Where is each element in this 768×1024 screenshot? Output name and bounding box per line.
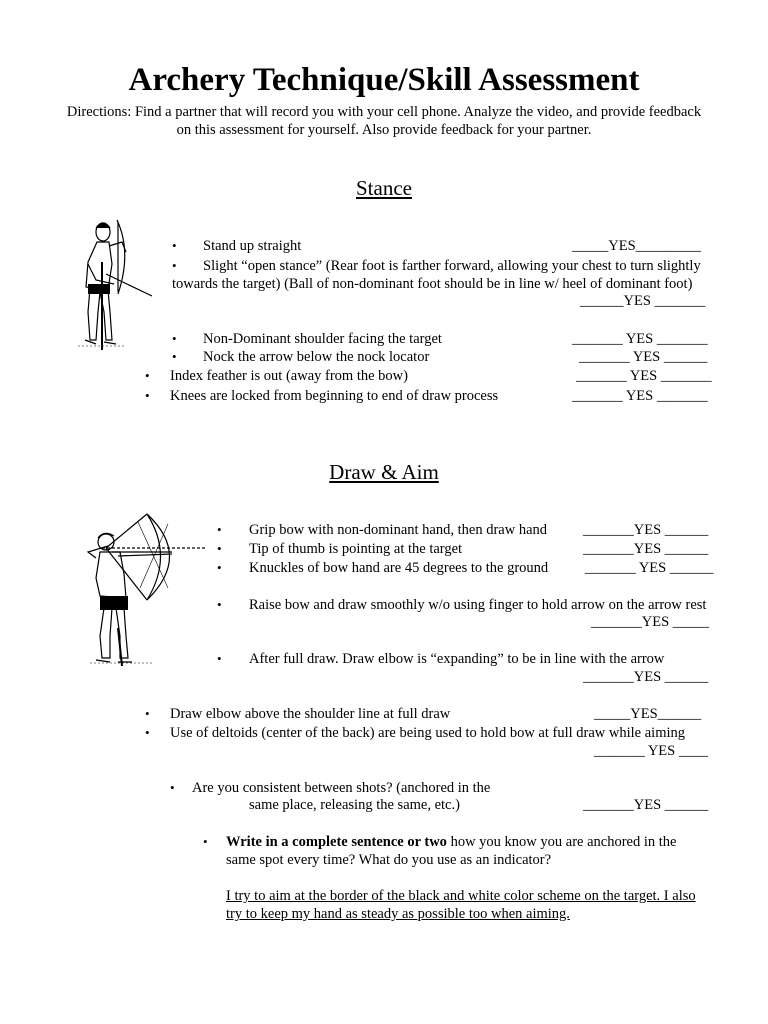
stance-item-answer: _____YES_________ (572, 238, 701, 254)
bullet: • (217, 651, 222, 666)
bullet: • (170, 780, 175, 795)
answer-line-1: I try to aim at the border of the black and white color scheme on the target. I also (226, 888, 696, 904)
bullet: • (203, 834, 208, 849)
page-title: Archery Technique/Skill Assessment (128, 62, 640, 98)
directions-line-2: on this assessment for yourself. Also provide feedback for your partner. (176, 122, 592, 138)
stance-item-answer: _______ YES _______ (572, 331, 708, 347)
draw-item-text: After full draw. Draw elbow is “expanding” to be in line with the arrow (249, 651, 665, 667)
stance-item-text: Slight “open stance” (Rear foot is farther forward, allowing your chest to turn slightly (203, 258, 701, 274)
archer-stance-illustration (76, 212, 160, 352)
stance-item-text: Index feather is out (away from the bow) (170, 368, 408, 384)
draw-item-answer: _______ YES ____ (594, 743, 708, 759)
bullet: • (217, 597, 222, 612)
draw-item-text: Are you consistent between shots? (anchored in the (192, 780, 491, 796)
draw-item-text-cont: same place, releasing the same, etc.) (249, 797, 460, 813)
stance-item-text: Nock the arrow below the nock locator (203, 349, 430, 365)
draw-item-answer: _______YES ______ (583, 541, 709, 557)
bullet: • (145, 706, 150, 721)
draw-item-answer: _______YES ______ (583, 669, 709, 685)
bullet: • (172, 349, 177, 364)
bullet: • (172, 331, 177, 346)
draw-item-answer: _______YES ______ (583, 797, 709, 813)
draw-item-answer: _____YES______ (594, 706, 702, 722)
bullet: • (145, 388, 150, 403)
question-bold: Write in a complete sentence or two (226, 834, 447, 850)
question-line-2: same spot every time? What do you use as an indicator? (226, 852, 552, 868)
draw-item-text: Grip bow with non-dominant hand, then draw hand (249, 522, 548, 538)
bullet: • (145, 725, 150, 740)
draw-item-text: Raise bow and draw smoothly w/o using finger to hold arrow on the arrow rest (249, 597, 707, 613)
draw-aim-heading: Draw & Aim (329, 460, 439, 484)
bullet: • (217, 541, 222, 556)
question-prompt (226, 834, 676, 851)
question-rest: how you know you are anchored in the (446, 834, 677, 850)
stance-item-text: Non-Dominant shoulder facing the target (203, 331, 442, 347)
stance-item-answer: ______YES _______ (580, 293, 706, 309)
bullet: • (172, 258, 177, 273)
stance-item-answer: _______ YES ______ (579, 349, 708, 365)
stance-item-answer: _______ YES _______ (576, 368, 712, 384)
draw-item-text: Draw elbow above the shoulder line at full draw (170, 706, 451, 722)
draw-item-text: Tip of thumb is pointing at the target (249, 541, 463, 557)
answer-line-2: try to keep my hand as steady as possible too when aiming. (226, 906, 570, 922)
stance-item-text: Stand up straight (203, 238, 302, 254)
bullet: • (217, 560, 222, 575)
draw-item-text: Use of deltoids (center of the back) are being used to hold bow at full draw while aiming (170, 725, 685, 741)
stance-item-answer: _______ YES _______ (572, 388, 708, 404)
draw-item-answer: _______YES _____ (591, 614, 710, 630)
draw-item-answer: _______ YES ______ (585, 560, 714, 576)
stance-item-text-cont: towards the target) (Ball of non-dominant foot should be in line w/ heel of dominant foot) (172, 276, 693, 292)
stance-item-text: Knees are locked from beginning to end of draw process (170, 388, 499, 404)
bullet: • (145, 368, 150, 383)
archer-draw-illustration (82, 508, 208, 668)
bullet: • (217, 522, 222, 537)
directions-line-1: Directions: Find a partner that will record you with your cell phone. Analyze the video, and provide feedback (66, 104, 702, 120)
bullet: • (172, 238, 177, 253)
draw-item-text: Knuckles of bow hand are 45 degrees to the ground (249, 560, 549, 576)
stance-heading: Stance (356, 176, 412, 200)
draw-item-answer: _______YES ______ (583, 522, 709, 538)
